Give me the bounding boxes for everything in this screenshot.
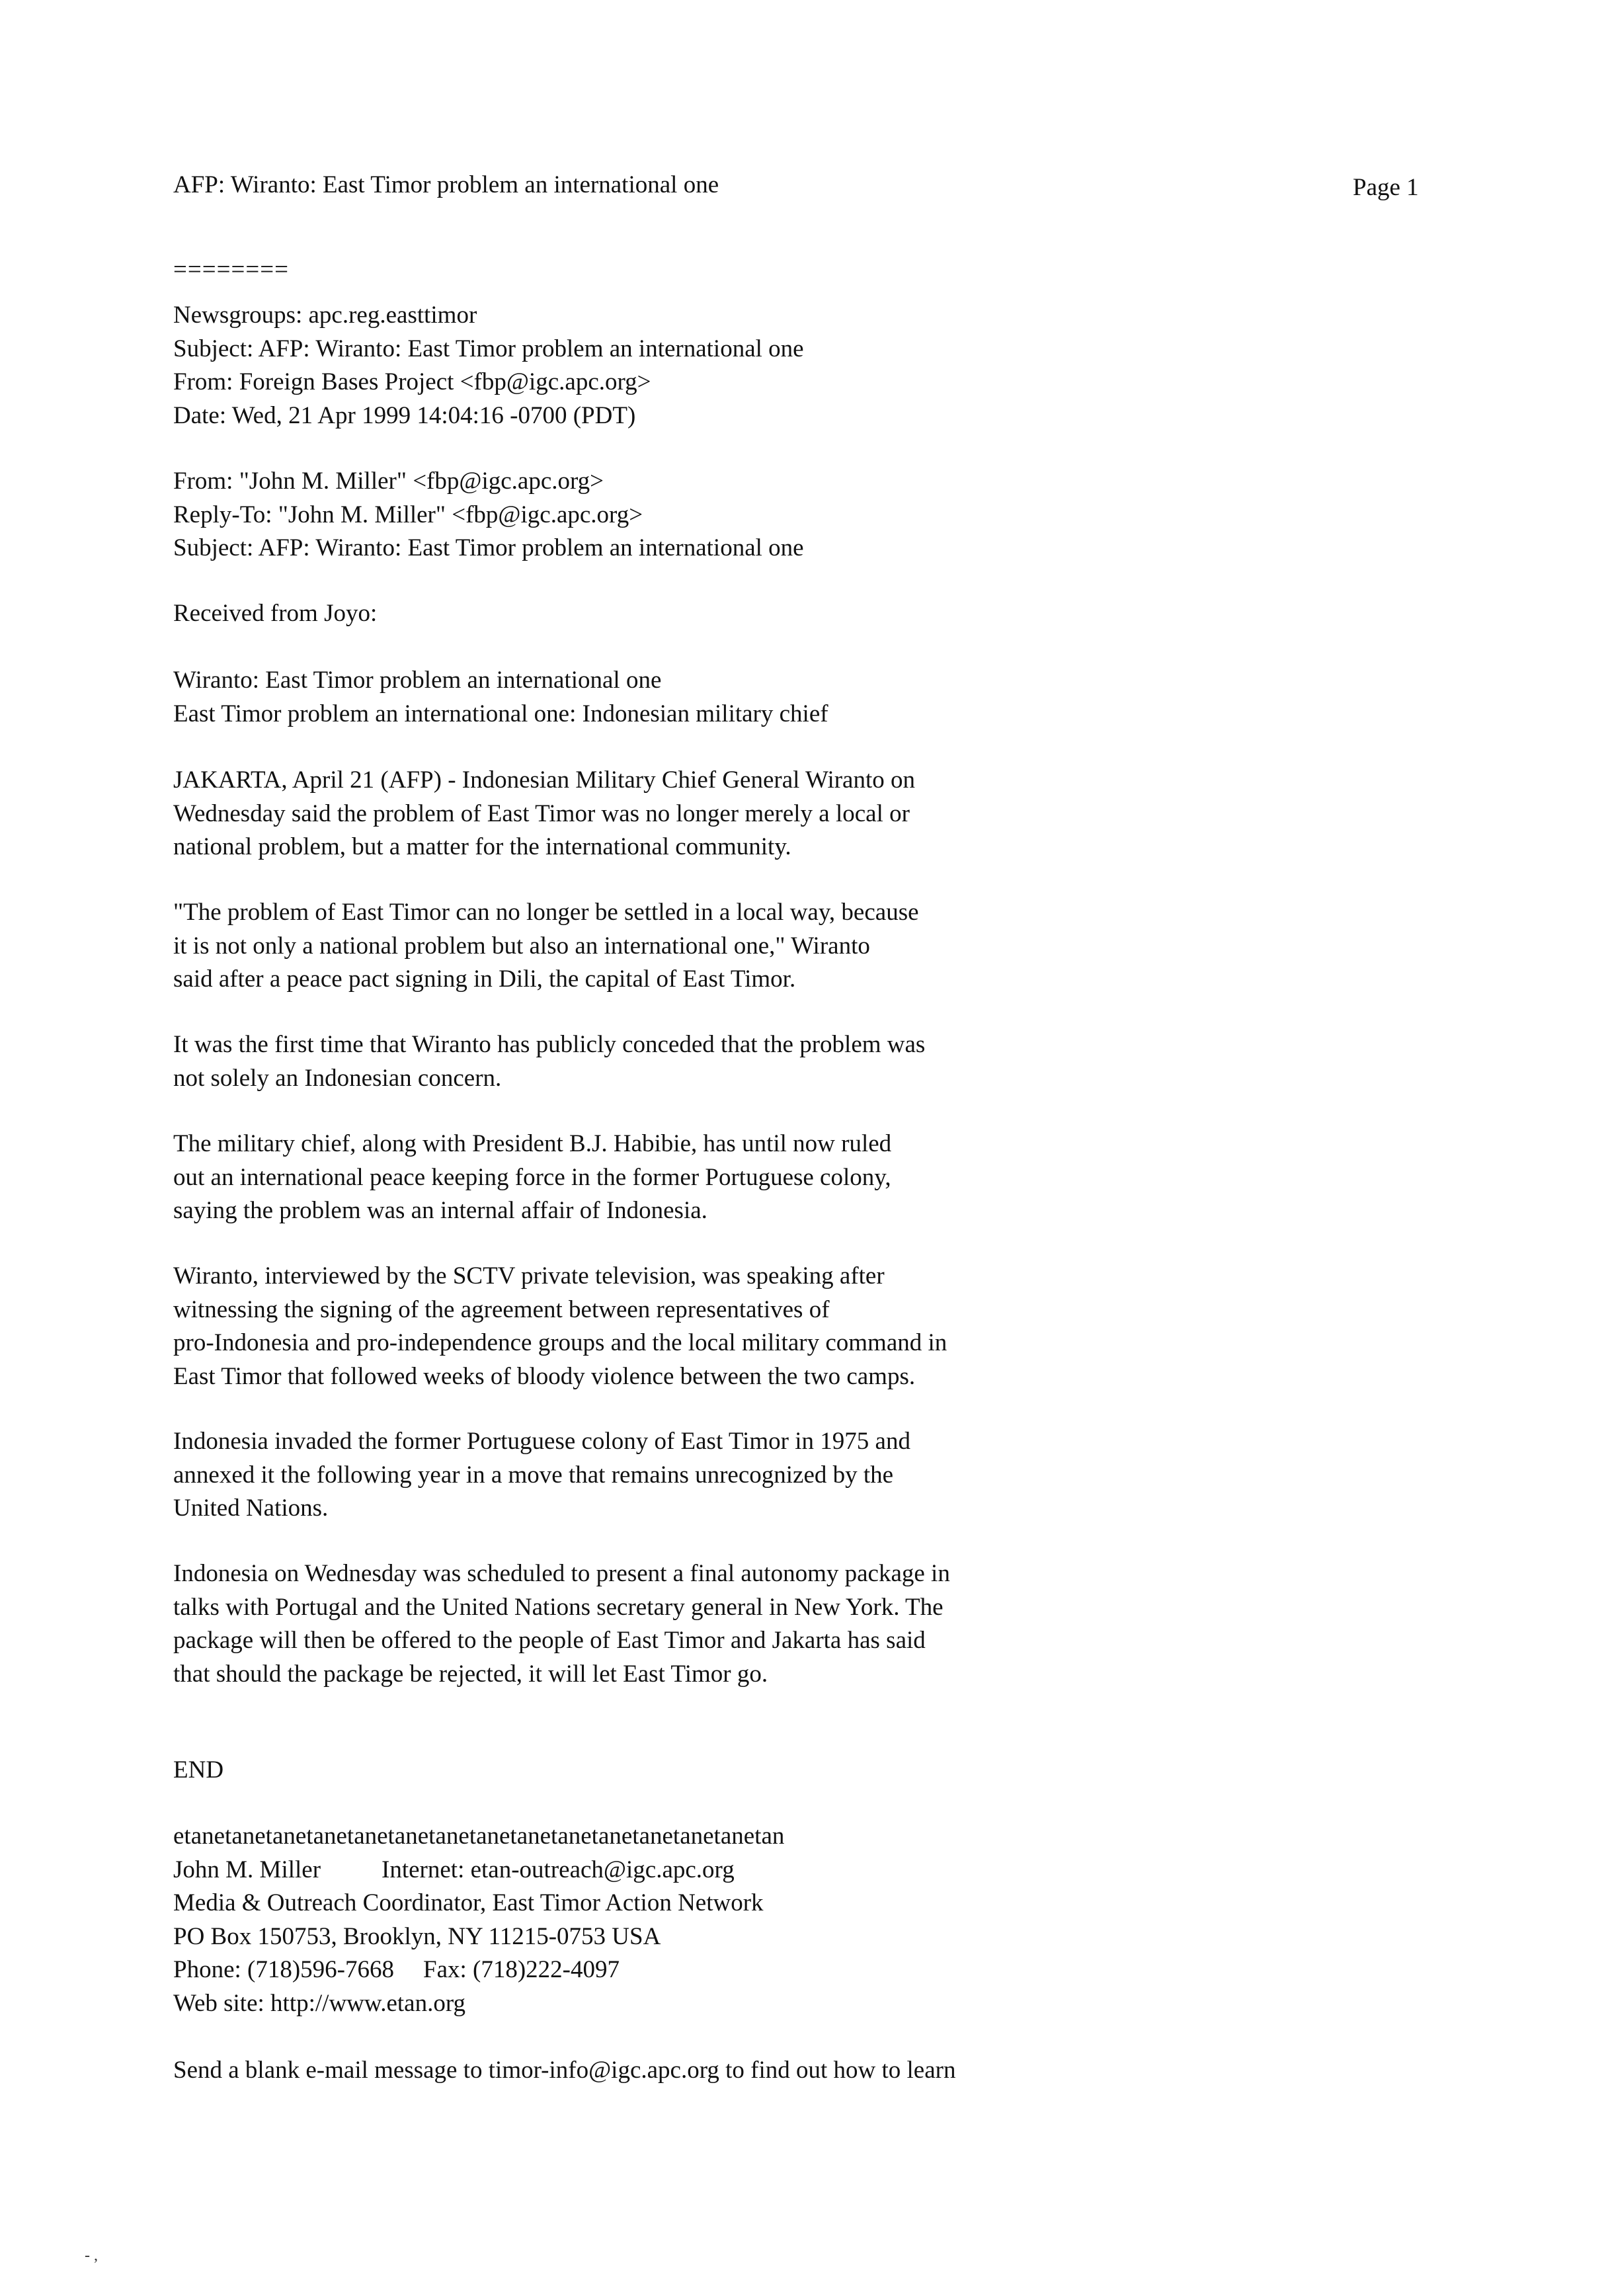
paragraph-line: talks with Portugal and the United Nations secretary general in New York. The — [173, 1593, 944, 1621]
paragraph-4 — [173, 1128, 1496, 1228]
signature-fax: Fax: (718)222-4097 — [423, 1956, 620, 1983]
paragraph-line: said after a peace pact signing in Dili, the capital of East Timor. — [173, 965, 796, 993]
document-title: AFP: Wiranto: East Timor problem an international one — [173, 171, 719, 198]
paragraph-2 — [173, 896, 1496, 997]
signature-block — [173, 1820, 1496, 2020]
paragraph-line: Indonesia on Wednesday was scheduled to present a final autonomy package in — [173, 1560, 950, 1587]
paragraph-line: national problem, but a matter for the international community. — [173, 833, 791, 860]
signature-address: PO Box 150753, Brooklyn, NY 11215-0753 USA — [173, 1922, 661, 1950]
paragraph-line: it is not only a national problem but also an international one," Wiranto — [173, 932, 870, 960]
received-from: Received from Joyo: — [173, 600, 378, 627]
paragraph-line: package will then be offered to the people of East Timor and Jakarta has said — [173, 1627, 926, 1654]
header-date: Date: Wed, 21 Apr 1999 14:04:16 -0700 (PDT) — [173, 401, 636, 429]
email-headers — [173, 299, 1496, 432]
closing-block — [173, 2054, 1496, 2088]
page-number: Page 1 — [1353, 174, 1419, 201]
paragraph-1 — [173, 764, 1496, 864]
signature-name-row — [173, 1854, 1496, 1887]
paragraph-line: that should the package be rejected, it will let East Timor go. — [173, 1660, 768, 1688]
paragraph-line: not solely an Indonesian concern. — [173, 1064, 502, 1092]
paragraph-line: United Nations. — [173, 1495, 329, 1522]
received-line — [173, 597, 1496, 631]
paragraph-line: Indonesia invaded the former Portuguese colony of East Timor in 1975 and — [173, 1428, 910, 1455]
forward-headers — [173, 465, 1496, 565]
paragraph-line: The military chief, along with President B.J. Habibie, has until now ruled — [173, 1130, 892, 1157]
end-marker: END — [173, 1756, 224, 1784]
forward-reply-to: Reply-To: "John M. Miller" <fbp@igc.apc.org> — [173, 501, 643, 528]
paragraph-3 — [173, 1028, 1496, 1095]
header-subject: Subject: AFP: Wiranto: East Timor problem an international one — [173, 335, 804, 362]
signature-name: John M. Miller — [173, 1856, 321, 1883]
paragraph-line: It was the first time that Wiranto has publicly conceded that the problem was — [173, 1031, 926, 1058]
closing-line: Send a blank e-mail message to timor-info@igc.apc.org to find out how to learn — [173, 2057, 956, 2084]
signature-website: Web site: http://www.etan.org — [173, 1989, 465, 2017]
scan-artifact-mark: - , — [85, 2247, 98, 2264]
header-from: From: Foreign Bases Project <fbp@igc.apc.org> — [173, 368, 651, 395]
paragraph-line: out an international peace keeping force in the former Portuguese colony, — [173, 1163, 891, 1191]
header-newsgroups: Newsgroups: apc.reg.easttimor — [173, 302, 477, 329]
paragraph-line: East Timor that followed weeks of bloody violence between the two camps. — [173, 1362, 916, 1390]
paragraph-5 — [173, 1260, 1496, 1393]
headlines — [173, 664, 1496, 731]
headline-secondary: East Timor problem an international one: Indonesian military chief — [173, 700, 828, 727]
paragraph-line: "The problem of East Timor can no longer be settled in a local way, because — [173, 899, 919, 926]
paragraph-line: witnessing the signing of the agreement between representatives of — [173, 1295, 830, 1323]
end-marker-block — [173, 1754, 1496, 1787]
signature-banner: etanetanetanetanetanetanetanetanetanetanetanetanetanetanetan — [173, 1823, 785, 1850]
paragraph-line: annexed it the following year in a move that remains unrecognized by the — [173, 1461, 894, 1489]
paragraph-line: Wednesday said the problem of East Timor was no longer merely a local or — [173, 800, 910, 827]
paragraph-line: pro-Indonesia and pro-independence groups and the local military command in — [173, 1329, 947, 1356]
forward-subject: Subject: AFP: Wiranto: East Timor problem an international one — [173, 534, 804, 561]
paragraph-line: saying the problem was an internal affair of Indonesia. — [173, 1197, 707, 1224]
paragraph-line: Wiranto, interviewed by the SCTV private television, was speaking after — [173, 1262, 885, 1290]
separator-line: ======== — [173, 256, 289, 283]
paragraph-6 — [173, 1425, 1496, 1526]
headline-primary: Wiranto: East Timor problem an international one — [173, 667, 662, 694]
signature-role: Media & Outreach Coordinator, East Timor Action Network — [173, 1889, 764, 1916]
signature-phone-row — [173, 1953, 1496, 1987]
forward-from: From: "John M. Miller" <fbp@igc.apc.org> — [173, 468, 604, 495]
signature-phone: Phone: (718)596-7668 — [173, 1956, 394, 1983]
paragraph-line: JAKARTA, April 21 (AFP) - Indonesian Military Chief General Wiranto on — [173, 766, 915, 794]
signature-internet: Internet: etan-outreach@igc.apc.org — [382, 1856, 735, 1883]
paragraph-7 — [173, 1557, 1496, 1691]
